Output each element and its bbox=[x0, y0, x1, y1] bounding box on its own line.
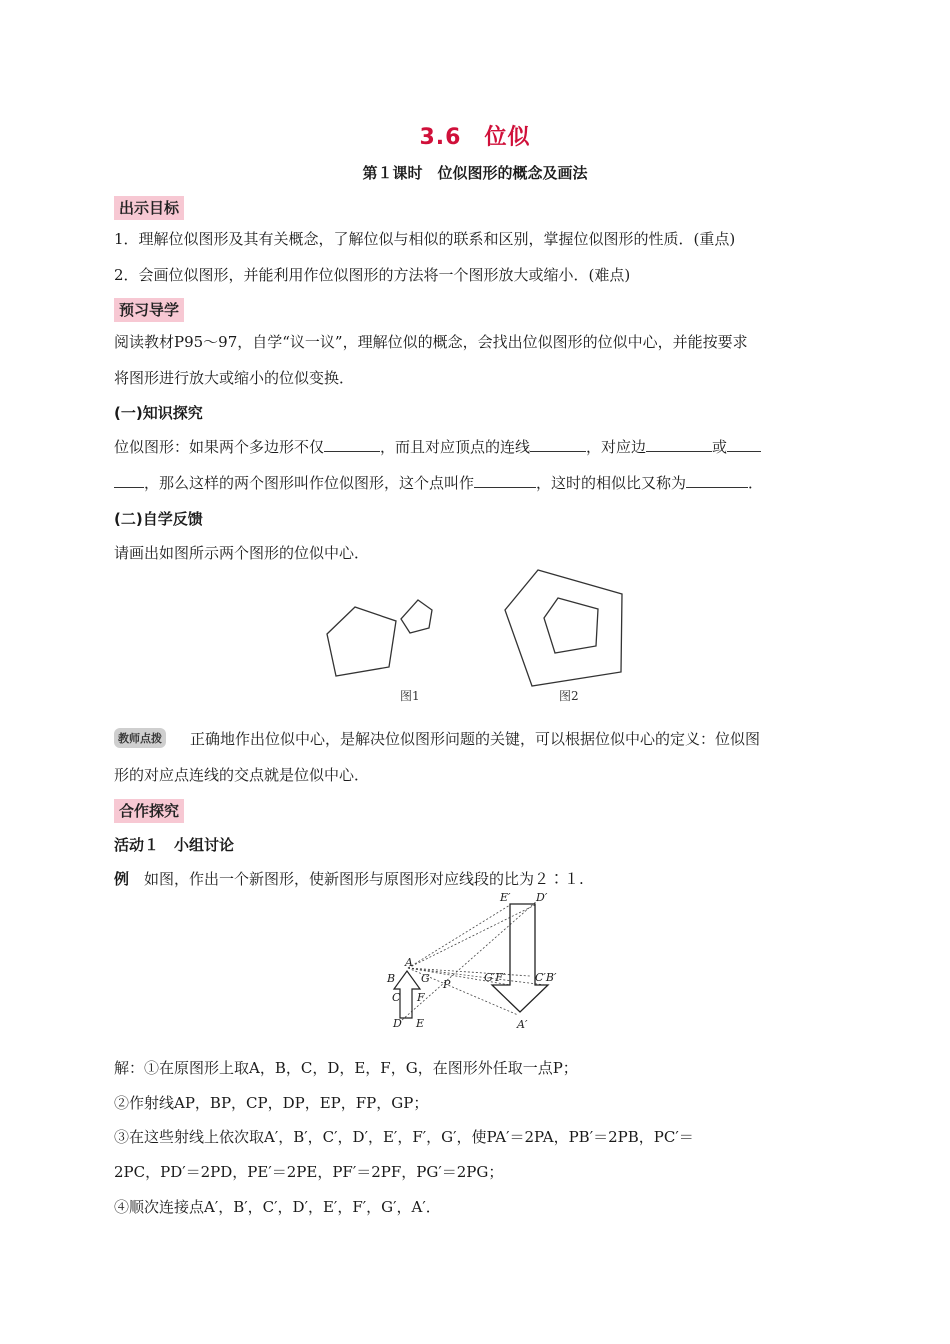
knowledge-text-7: ． bbox=[748, 474, 764, 492]
feedback-section-heading: (二)自学反馈 bbox=[114, 510, 203, 528]
knowledge-paragraph-line1 bbox=[114, 436, 839, 458]
knowledge-text-4: 或 bbox=[712, 438, 728, 456]
label-P: P bbox=[443, 978, 451, 991]
image-arrow bbox=[492, 904, 548, 1012]
fill-blank-1[interactable] bbox=[324, 437, 380, 452]
objectives-tag: 出示目标 bbox=[114, 196, 184, 220]
knowledge-text-5: ，那么这样的两个图形叫作位似图形，这个点叫作 bbox=[144, 474, 475, 492]
teacher-tip-line1: 正确地作出位似中心，是解决位似图形问题的关键，可以根据位似中心的定义：位似图 bbox=[190, 730, 761, 748]
knowledge-text-1: 位似图形：如果两个多边形不仅 bbox=[114, 438, 325, 456]
fill-blank-5[interactable] bbox=[474, 473, 536, 488]
label-D: D bbox=[393, 1017, 402, 1030]
example-label: 例 bbox=[114, 870, 130, 888]
solution-step-3-cont: 2PC，PD′＝2PD，PE′＝2PE，PF′＝2PF，PG′＝2PG； bbox=[114, 1163, 504, 1181]
fill-blank-6[interactable] bbox=[686, 473, 748, 488]
preview-tag: 预习导学 bbox=[114, 298, 184, 322]
label-F: F bbox=[417, 991, 425, 1004]
feedback-prompt: 请画出如图所示两个图形的位似中心． bbox=[114, 544, 370, 562]
objective-item-1: 1．理解位似图形及其有关概念，了解位似与相似的联系和区别，掌握位似图形的性质．(重点) bbox=[114, 230, 736, 248]
example-text: 如图，作出一个新图形，使新图形与原图形对应线段的比为２∶１. bbox=[144, 870, 584, 888]
fill-blank-2[interactable] bbox=[530, 437, 586, 452]
lesson-subtitle: 第１课时 位似图形的概念及画法 bbox=[362, 164, 588, 182]
preview-intro-line1: 阅读教材P95～97，自学“议一议”，理解位似的概念，会找出位似图形的位似中心，并能按要求 bbox=[114, 333, 748, 351]
teacher-tip-badge: 教师点拨 bbox=[114, 728, 166, 748]
teacher-tip-line2: 形的对应点连线的交点就是位似中心． bbox=[114, 766, 370, 784]
pentagon-figures bbox=[300, 560, 640, 710]
solution-step-1: 解：①在原图形上取A，B，C，D，E，F，G，在图形外任取一点P； bbox=[114, 1059, 578, 1077]
fill-blank-3[interactable] bbox=[646, 437, 712, 452]
label-B: B bbox=[387, 972, 396, 985]
page-title: 3.6 位似 bbox=[419, 125, 531, 150]
knowledge-section-heading: (一)知识探究 bbox=[114, 404, 203, 422]
fig1-small-pentagon bbox=[401, 600, 432, 633]
fill-blank-4b[interactable] bbox=[114, 473, 144, 488]
label-C: C bbox=[392, 991, 401, 1004]
fig1-large-pentagon bbox=[327, 607, 396, 676]
fill-blank-4a[interactable] bbox=[727, 437, 761, 452]
fig2-caption: 图2 bbox=[559, 689, 579, 703]
label-CpBp: C′B′ bbox=[535, 971, 557, 984]
label-GpFp: G′F′ bbox=[484, 971, 506, 984]
preview-intro-line2: 将图形进行放大或缩小的位似变换． bbox=[114, 369, 355, 387]
label-A: A bbox=[405, 956, 413, 969]
label-Ep: E′ bbox=[500, 891, 511, 904]
objective-item-2: 2．会画位似图形，并能利用作位似图形的方法将一个图形放大或缩小．(难点) bbox=[114, 266, 631, 284]
solution-step-4: ④顺次连接点A′，B′，C′，D′，E′，F′，G′，A′． bbox=[114, 1198, 441, 1216]
cooperate-tag: 合作探究 bbox=[114, 799, 184, 823]
knowledge-paragraph-line2 bbox=[114, 472, 839, 494]
knowledge-text-3: ，对应边 bbox=[586, 438, 647, 456]
label-E: E bbox=[416, 1017, 425, 1030]
label-Ap: A′ bbox=[517, 1018, 528, 1031]
knowledge-text-6: ，这时的相似比又称为 bbox=[536, 474, 687, 492]
activity-heading: 活动１ 小组讨论 bbox=[114, 836, 235, 854]
solution-step-3: ③在这些射线上依次取A′，B′，C′，D′，E′，F′，G′，使PA′＝2PA，PB′＝2PB，PC′＝ bbox=[114, 1128, 694, 1146]
label-Dp: D′ bbox=[536, 891, 548, 904]
knowledge-text-2: ，而且对应顶点的连线 bbox=[380, 438, 531, 456]
solution-step-2: ②作射线AP，BP，CP，DP，EP，FP，GP； bbox=[114, 1094, 429, 1112]
fig2-inner-pentagon bbox=[544, 598, 598, 653]
fig2-outer-pentagon bbox=[505, 570, 622, 686]
homothety-arrow-figure bbox=[380, 890, 580, 1040]
label-G: G bbox=[421, 972, 430, 985]
fig1-caption: 图1 bbox=[400, 689, 420, 703]
example-line bbox=[114, 868, 839, 890]
